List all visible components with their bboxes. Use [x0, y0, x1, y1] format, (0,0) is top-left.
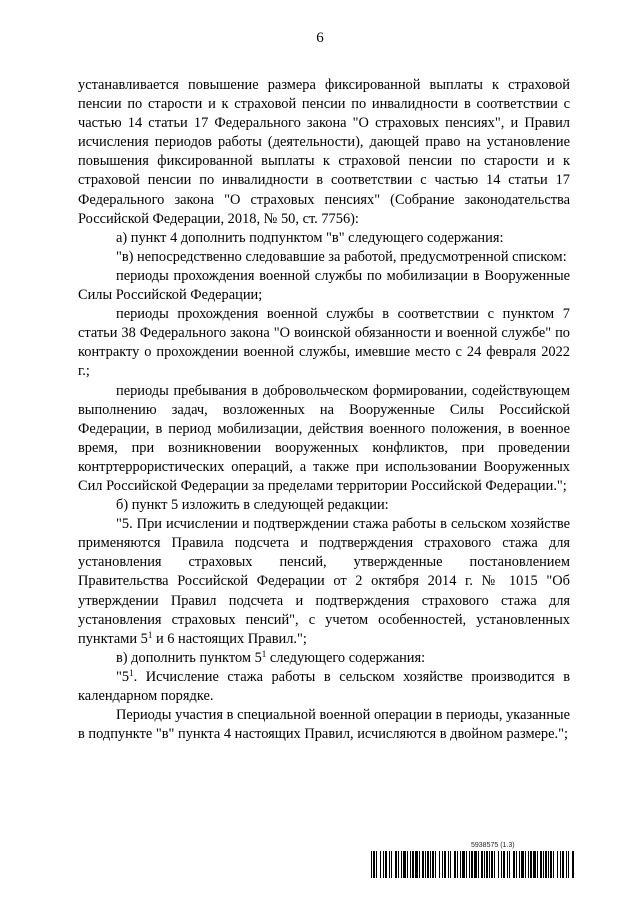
paragraph-text: следующего содержания: [266, 649, 426, 666]
paragraph: б) пункт 5 изложить в следующей редакции: [116, 497, 389, 514]
paragraph: устанавливается повышение размера фиксированной выплаты к страховой пенсии по старости и к страховой пенсии по инвалидности в соответствии с частью 14 статьи 17 Федерального закона "О страховых пенсиях", и Правил исчисления периодов работы (деятельности), дающей право на установление повышения фиксированной выплаты к страховой пенсии по старости и к страховой пенсии по инвалидности в соответствии с частью 14 статьи 17 Федерального закона "О страховых пенсиях" (Собрание законодательства Российской Федерации, 2018, № 50, ст. 7756): [78, 77, 570, 227]
document-code: 5938575 (1.3) [471, 842, 515, 849]
paragraph-text: в) дополнить пунктом 5 [116, 649, 262, 666]
paragraph [78, 668, 570, 706]
page-number: 6 [316, 30, 324, 46]
superscript: 1 [261, 648, 267, 659]
paragraph: периоды прохождения военной службы в соответствии с пунктом 7 статьи 38 Федерального закона "О воинской обязанности и военной службе" по контракту о прохождении военной службы, имевшие место с 24 февраля 2022 г.; [78, 306, 570, 380]
paragraph: "в) непосредственно следовавшие за работой, предусмотренной списком: [116, 248, 567, 265]
paragraph-text: "5. При исчислении и подтверждении стажа работы в сельском хозяйстве применяются Правила подсчета и подтверждения страхового стажа для установления страховых пенсий, утвержденные постановлением Правительства Российской Федерации от 2 октября 2014 г. № 1015 "Об утверждении Правил подсчета и подтверждения страхового стажа для установления страховых пенсий", с учетом особенностей, установленных пунктами 5 [78, 516, 570, 647]
paragraph-text: и 6 настоящих Правил."; [152, 630, 307, 647]
superscript: 1 [147, 629, 153, 640]
paragraph-text: "5 [116, 668, 130, 685]
paragraph: Периоды участия в специальной военной операции в периоды, указанные в подпункте "в" пункта 4 настоящих Правил, исчисляются в двойном размере."; [78, 707, 570, 743]
superscript: 1 [129, 667, 134, 678]
paragraph [78, 649, 570, 668]
paragraph-text: . Исчисление стажа работы в сельском хозяйстве производится в календарном порядке. [78, 668, 570, 704]
paragraph: периоды прохождения военной службы по мобилизации в Вооруженные Силы Российской Федерации; [78, 267, 570, 304]
document-body [78, 76, 570, 744]
barcode-icon [371, 851, 574, 878]
paragraph: периоды пребывания в добровольческом формировании, содействующем выполнению задач, возложенных на Вооруженные Силы Российской Федерации, в период мобилизации, действия военного положения, в военное время, при возникновении вооруженных конфликтов, при проведении контртеррористических операций, а также при использовании Вооруженных Сил Российской Федерации за пределами территории Российской Федерации."; [78, 382, 570, 494]
paragraph: а) пункт 4 дополнить подпунктом "в" следующего содержания: [116, 229, 504, 246]
paragraph [78, 515, 570, 649]
